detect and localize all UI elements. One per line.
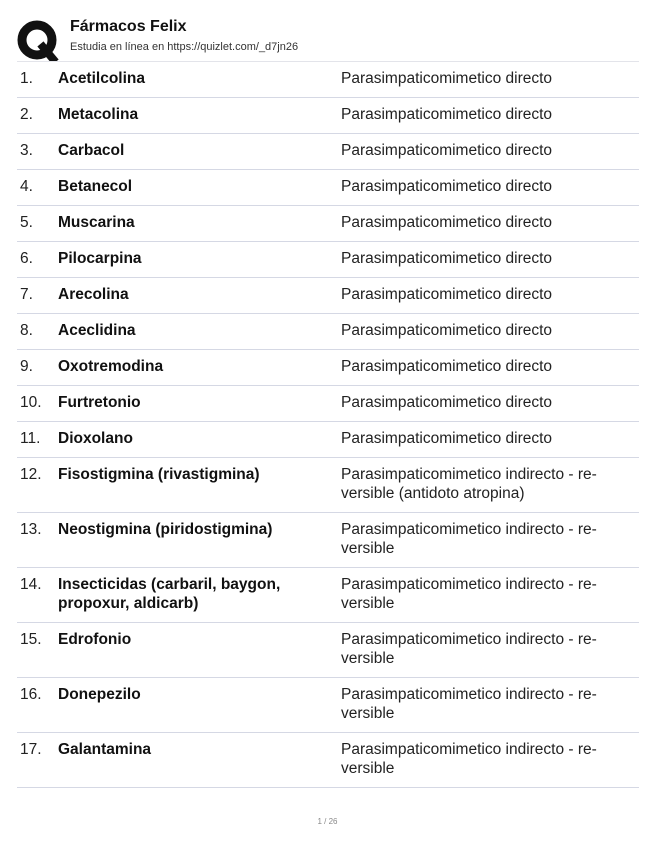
table-row xyxy=(17,278,639,314)
term-text: Donepezilo xyxy=(58,686,141,703)
table-row xyxy=(17,733,639,788)
definition-text: Parasimpaticomimetico directo xyxy=(341,286,553,303)
row-number: 9. xyxy=(20,358,33,375)
term-text: Betanecol xyxy=(58,178,133,195)
table-row xyxy=(17,314,639,350)
row-number: 5. xyxy=(20,214,33,231)
page-header xyxy=(17,16,639,60)
term-text: Aceclidina xyxy=(58,322,136,339)
table-row xyxy=(17,98,639,134)
row-number: 7. xyxy=(20,286,33,303)
table-row xyxy=(17,568,639,623)
table-row xyxy=(17,170,639,206)
row-number: 12. xyxy=(20,466,42,483)
term-text: Edrofonio xyxy=(58,631,132,648)
definition-text: Parasimpaticomimetico indirecto - re- versible (antidoto atropina) xyxy=(341,466,597,502)
table-row xyxy=(17,206,639,242)
definition-text: Parasimpaticomimetico directo xyxy=(341,106,553,123)
row-number: 10. xyxy=(20,394,42,411)
row-number: 4. xyxy=(20,178,33,195)
term-text: Galantamina xyxy=(58,741,152,758)
definition-text: Parasimpaticomimetico directo xyxy=(341,142,553,159)
term-text: Metacolina xyxy=(58,106,139,123)
table-row xyxy=(17,242,639,278)
row-number: 8. xyxy=(20,322,33,339)
term-text: Carbacol xyxy=(58,142,125,159)
term-text: Muscarina xyxy=(58,214,135,231)
row-number: 15. xyxy=(20,631,42,648)
row-number: 17. xyxy=(20,741,42,758)
row-number: 2. xyxy=(20,106,33,123)
row-number: 11. xyxy=(20,430,41,447)
definition-text: Parasimpaticomimetico directo xyxy=(341,250,553,267)
table-row xyxy=(17,134,639,170)
term-text: Arecolina xyxy=(58,286,129,303)
definition-text: Parasimpaticomimetico indirecto - re- versible xyxy=(341,521,597,557)
row-number: 6. xyxy=(20,250,33,267)
table-row xyxy=(17,458,639,513)
row-number: 14. xyxy=(20,576,42,593)
definition-text: Parasimpaticomimetico directo xyxy=(341,214,553,231)
set-title: Fármacos Felix xyxy=(70,18,187,35)
definition-text: Parasimpaticomimetico directo xyxy=(341,178,553,195)
definition-text: Parasimpaticomimetico indirecto - re- versible xyxy=(341,631,597,667)
table-row xyxy=(17,678,639,733)
table-row xyxy=(17,623,639,678)
definition-text: Parasimpaticomimetico indirecto - re- versible xyxy=(341,686,597,722)
term-text: Acetilcolina xyxy=(58,70,145,87)
table-row xyxy=(17,513,639,568)
term-text: Fisostigmina (rivastigmina) xyxy=(58,466,260,483)
row-number: 13. xyxy=(20,521,42,538)
quizlet-q-logo-icon xyxy=(17,20,59,62)
term-text: Furtretonio xyxy=(58,394,141,411)
row-number: 3. xyxy=(20,142,33,159)
term-text: Pilocarpina xyxy=(58,250,142,267)
row-number: 1. xyxy=(20,70,33,87)
term-text: Neostigmina (piridostigmina) xyxy=(58,521,273,538)
table-row xyxy=(17,386,639,422)
page-number: 1 / 26 xyxy=(317,817,338,826)
set-subtitle: Estudia en línea en https://quizlet.com/_d7jn26 xyxy=(70,41,299,53)
definition-text: Parasimpaticomimetico indirecto - re- versible xyxy=(341,576,597,612)
definition-text: Parasimpaticomimetico directo xyxy=(341,322,553,339)
row-number: 16. xyxy=(20,686,42,703)
term-text: Dioxolano xyxy=(58,430,133,447)
definition-text: Parasimpaticomimetico directo xyxy=(341,394,553,411)
flashcard-table xyxy=(17,61,639,788)
definition-text: Parasimpaticomimetico directo xyxy=(341,430,553,447)
table-row xyxy=(17,62,639,98)
term-text: Oxotremodina xyxy=(58,358,164,375)
definition-text: Parasimpaticomimetico directo xyxy=(341,70,553,87)
table-row xyxy=(17,350,639,386)
term-text: Insecticidas (carbaril, baygon, propoxur, aldicarb) xyxy=(58,576,281,612)
definition-text: Parasimpaticomimetico directo xyxy=(341,358,553,375)
definition-text: Parasimpaticomimetico indirecto - re- versible xyxy=(341,741,597,777)
table-row xyxy=(17,422,639,458)
